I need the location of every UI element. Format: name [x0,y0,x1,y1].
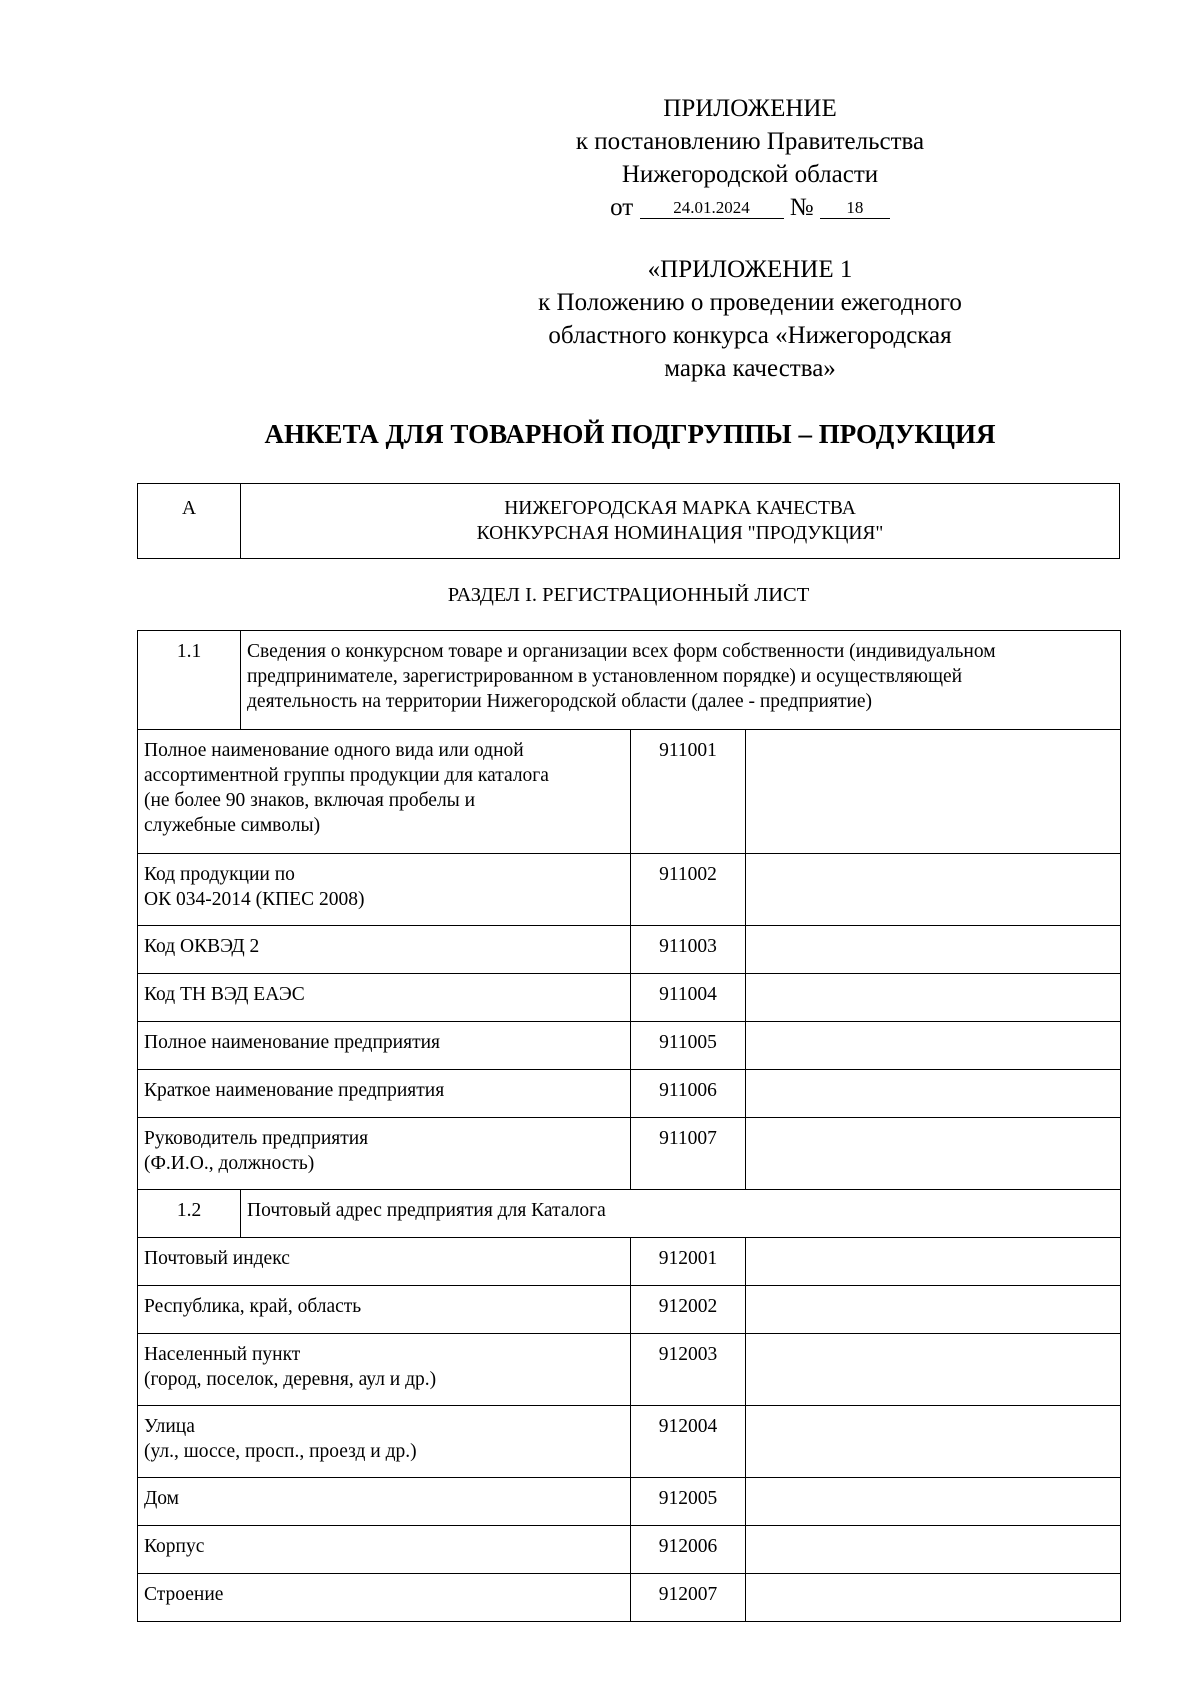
section-heading-line: Сведения о конкурсном товаре и организации всех форм собственности (индивидуальном [247,641,996,662]
field-code: 911003 [631,926,746,974]
section-heading [241,1190,1121,1238]
appendix1-header-line: «ПРИЛОЖЕНИЕ 1 [647,256,853,283]
registration-form-body [138,631,1121,1622]
section-heading-line: Почтовый адрес предприятия для Каталога [247,1200,606,1221]
field-value-cell[interactable] [746,1238,1121,1286]
field-label-line: (Ф.И.О., должность) [144,1153,315,1174]
field-value-cell[interactable] [746,974,1121,1022]
appendix1-header-line: марка качества» [664,355,836,382]
section-heading-line: предпринимателе, зарегистрированном в установленном порядке) и осуществляющей [247,666,963,687]
field-value-cell[interactable] [746,1526,1121,1574]
field-label-line: Почтовый индекс [144,1248,290,1269]
appendix-header [500,92,1000,224]
nomination-box [137,483,1120,559]
field-label [138,1238,631,1286]
field-label [138,1478,631,1526]
field-code: 912002 [631,1286,746,1334]
appendix1-header [500,253,1000,385]
field-label [138,1334,631,1406]
field-code: 911001 [631,730,746,854]
field-label-line: (город, поселок, деревня, аул и др.) [144,1369,437,1390]
field-label-line: (ул., шоссе, просп., проезд и др.) [144,1441,417,1462]
field-code: 911005 [631,1022,746,1070]
field-code: 911007 [631,1118,746,1190]
field-label-line: Дом [144,1488,180,1509]
field-code: 912004 [631,1406,746,1478]
section-number: 1.2 [138,1190,241,1238]
field-label [138,1022,631,1070]
field-code: 911002 [631,854,746,926]
nomination-line: КОНКУРСНАЯ НОМИНАЦИЯ "ПРОДУКЦИЯ" [476,523,884,544]
field-label [138,730,631,854]
field-label-line: служебные символы) [144,815,321,836]
form-row [138,974,1121,1022]
form-row [138,730,1121,854]
field-value-cell[interactable] [746,1070,1121,1118]
form-row [138,1070,1121,1118]
form-row [138,1574,1121,1622]
form-row [138,1334,1121,1406]
field-label [138,1526,631,1574]
field-value-cell[interactable] [746,1022,1121,1070]
form-row [138,1526,1121,1574]
date-prefix: от [610,194,634,221]
field-label-line: Населенный пункт [144,1344,301,1365]
field-label-line: Корпус [144,1536,205,1557]
appendix1-header-line: к Положению о проведении ежегодного [538,289,962,316]
appendix-header-line: Нижегородской области [621,161,879,188]
form-row [138,926,1121,974]
field-code: 912007 [631,1574,746,1622]
field-code: 912006 [631,1526,746,1574]
nomination-line: НИЖЕГОРОДСКАЯ МАРКА КАЧЕСТВА [504,498,856,519]
section-number: 1.1 [138,631,241,730]
field-label-line: Код продукции по [144,864,295,885]
appendix-header-line: к постановлению Правительства [575,128,925,155]
field-value-cell[interactable] [746,1574,1121,1622]
field-label [138,854,631,926]
form-row [138,854,1121,926]
field-code: 912003 [631,1334,746,1406]
field-label-line: Краткое наименование предприятия [144,1080,445,1101]
field-value-cell[interactable] [746,1334,1121,1406]
form-row [138,1406,1121,1478]
field-value-cell[interactable] [746,1478,1121,1526]
field-code: 912001 [631,1238,746,1286]
field-label-line: Полное наименование предприятия [144,1032,440,1053]
field-value-cell[interactable] [746,730,1121,854]
field-label-line: Код ОКВЭД 2 [144,936,260,957]
field-code: 911004 [631,974,746,1022]
field-label [138,1118,631,1190]
field-code: 912005 [631,1478,746,1526]
field-label-line: ассортиментной группы продукции для каталога [144,765,549,786]
section-heading [241,631,1121,730]
field-label [138,1406,631,1478]
field-label [138,926,631,974]
field-label [138,1286,631,1334]
appendix1-header-line: областного конкурса «Нижегородская [548,322,952,349]
field-label-line: Руководитель предприятия [144,1128,369,1149]
field-value-cell[interactable] [746,1286,1121,1334]
section-row [138,1190,1121,1238]
decree-number: 18 [820,198,890,219]
field-value-cell[interactable] [746,854,1121,926]
section-heading-line: деятельность на территории Нижегородской области (далее - предприятие) [247,691,873,712]
field-code: 911006 [631,1070,746,1118]
nomination-letter: А [138,484,241,559]
field-label-line: ОК 034-2014 (КПЕС 2008) [144,889,365,910]
field-value-cell[interactable] [746,926,1121,974]
field-label-line: Республика, край, область [144,1296,362,1317]
field-label-line: Улица [144,1416,195,1437]
appendix-header-line: ПРИЛОЖЕНИЕ [663,95,837,122]
nomination-text [241,484,1120,559]
form-row [138,1478,1121,1526]
registration-form-table [137,630,1121,1622]
field-label-line: Строение [144,1584,224,1605]
document-title: АНКЕТА ДЛЯ ТОВАРНОЙ ПОДГРУППЫ – ПРОДУКЦИЯ [264,419,996,449]
form-row [138,1238,1121,1286]
form-row [138,1022,1121,1070]
form-row [138,1118,1121,1190]
field-value-cell[interactable] [746,1406,1121,1478]
field-label-line: Код ТН ВЭД ЕАЭС [144,984,305,1005]
field-label [138,1070,631,1118]
number-sign: № [789,194,814,221]
field-label-line: (не более 90 знаков, включая пробелы и [144,790,476,811]
section-title: РАЗДЕЛ I. РЕГИСТРАЦИОННЫЙ ЛИСТ [447,584,810,606]
field-value-cell[interactable] [746,1118,1121,1190]
field-label [138,1574,631,1622]
section-row [138,631,1121,730]
date-number-line [500,191,1000,224]
form-row [138,1286,1121,1334]
decree-date: 24.01.2024 [640,198,784,219]
field-label-line: Полное наименование одного вида или одной [144,740,524,761]
field-label [138,974,631,1022]
